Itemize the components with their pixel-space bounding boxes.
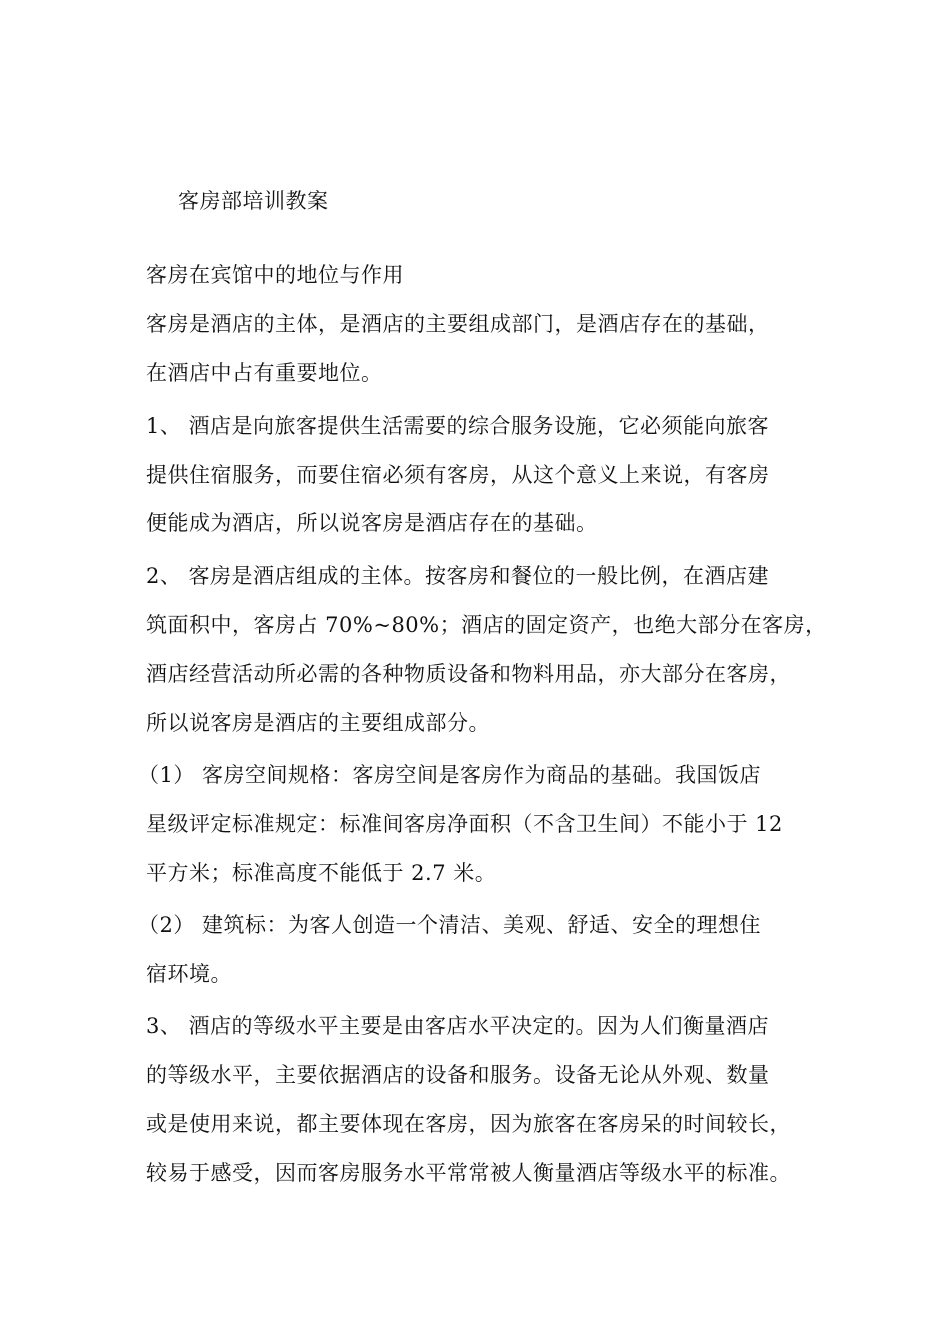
paragraph-line: 筑面积中，客房占 70%~80%；酒店的固定资产，也绝大部分在客房， — [146, 613, 827, 637]
paragraph-line: 宿环境。 — [146, 962, 232, 986]
paragraph-line: 客房是酒店的主体，是酒店的主要组成部门，是酒店存在的基础， — [146, 312, 770, 336]
paragraph-line: 1、 酒店是向旅客提供生活需要的综合服务设施，它必须能向旅客 — [146, 414, 770, 438]
paragraph-line: 平方米；标准高度不能低于 2.7 米。 — [146, 861, 497, 885]
paragraph-line: 星级评定标准规定：标准间客房净面积（不含卫生间）不能小于 12 — [146, 812, 783, 836]
paragraph-line: 的等级水平，主要依据酒店的设备和服务。设备无论从外观、数量 — [146, 1063, 770, 1087]
paragraph-line: 提供住宿服务，而要住宿必须有客房，从这个意义上来说，有客房 — [146, 463, 770, 487]
document-title: 客房部培训教案 — [178, 189, 329, 213]
paragraph-line: 便能成为酒店，所以说客房是酒店存在的基础。 — [146, 511, 598, 535]
paragraph-line: （2） 建筑标：为客人创造一个清洁、美观、舒适、安全的理想住 — [138, 913, 762, 937]
paragraph-line: 3、 酒店的等级水平主要是由客店水平决定的。因为人们衡量酒店 — [146, 1014, 770, 1038]
paragraph-line: 2、 客房是酒店组成的主体。按客房和餐位的一般比例，在酒店建 — [146, 564, 770, 588]
paragraph-line: 所以说客房是酒店的主要组成部分。 — [146, 711, 490, 735]
paragraph-line: 在酒店中占有重要地位。 — [146, 361, 383, 385]
paragraph-line: 酒店经营活动所必需的各种物质设备和物料用品，亦大部分在客房， — [146, 662, 791, 686]
paragraph-line: 或是使用来说，都主要体现在客房，因为旅客在客房呆的时间较长， — [146, 1112, 791, 1136]
section-heading: 客房在宾馆中的地位与作用 — [146, 263, 404, 287]
paragraph-line: （1） 客房空间规格：客房空间是客房作为商品的基础。我国饭店 — [138, 763, 762, 787]
paragraph-line: 较易于感受，因而客房服务水平常常被人衡量酒店等级水平的标准。 — [146, 1161, 791, 1185]
